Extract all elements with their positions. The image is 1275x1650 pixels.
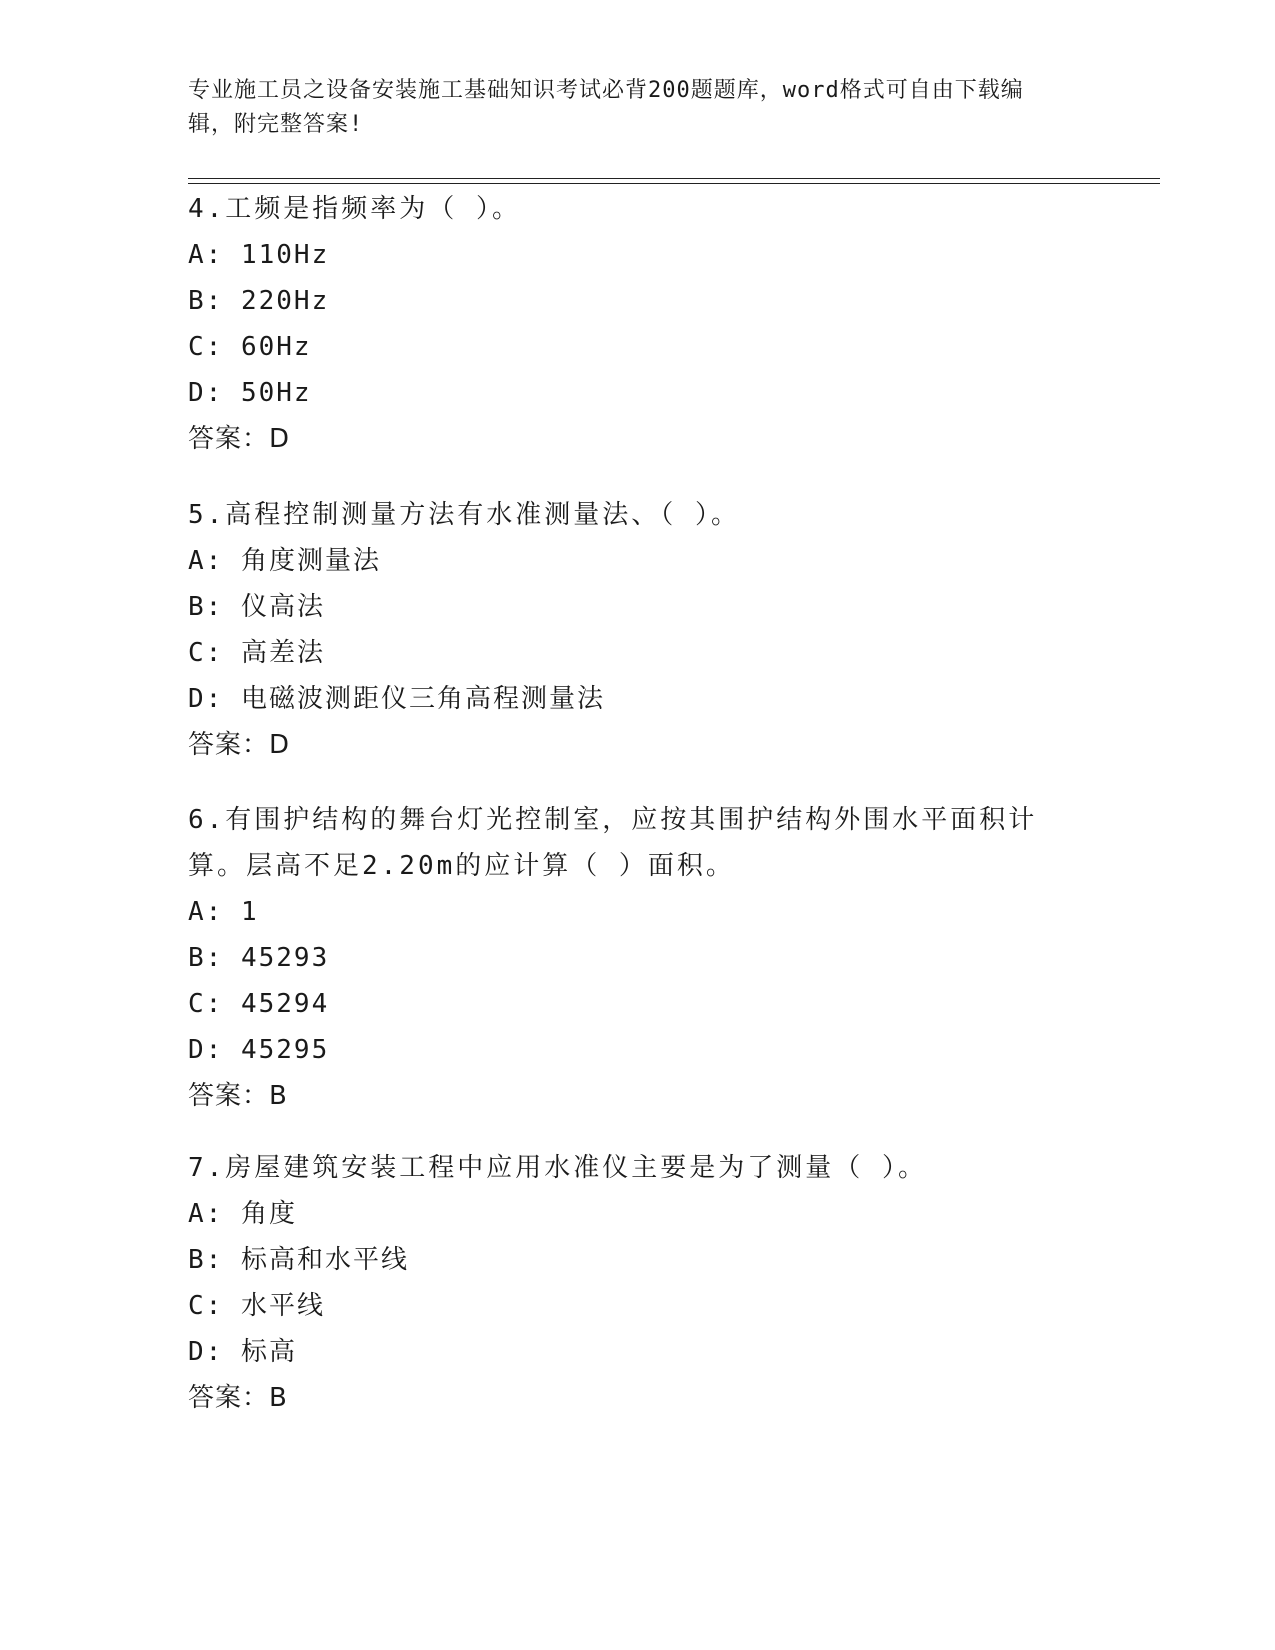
- answer-line: 答案：D: [188, 730, 291, 760]
- option-d: D: 标高: [188, 1337, 297, 1367]
- option-b: B: 220Hz: [188, 286, 330, 316]
- question-4: [188, 186, 1088, 462]
- option-b: B: 标高和水平线: [188, 1245, 409, 1275]
- header-double-rule: [188, 178, 1160, 184]
- option-c: C: 高差法: [188, 638, 325, 668]
- question-6: [188, 797, 1088, 1119]
- option-b: B: 仪高法: [188, 592, 325, 622]
- option-c: C: 45294: [188, 989, 330, 1019]
- question-stem: 7.房屋建筑安装工程中应用水准仪主要是为了测量（ ）。: [188, 1153, 927, 1183]
- option-a: A: 110Hz: [188, 240, 330, 270]
- answer-line: 答案：B: [188, 1081, 288, 1111]
- answer-line: 答案：B: [188, 1383, 288, 1413]
- option-d: D: 电磁波测距仪三角高程测量法: [188, 684, 605, 714]
- question-7: [188, 1145, 1088, 1421]
- option-a: A: 角度: [188, 1199, 297, 1229]
- option-d: D: 45295: [188, 1035, 330, 1065]
- answer-line: 答案：D: [188, 424, 291, 454]
- option-c: C: 60Hz: [188, 332, 312, 362]
- question-5: [188, 492, 1088, 768]
- option-d: D: 50Hz: [188, 378, 312, 408]
- document-header: 专业施工员之设备安装施工基础知识考试必背200题题库，word格式可自由下载编辑，附完整答案!: [188, 78, 1024, 137]
- option-a: A: 1: [188, 897, 259, 927]
- option-a: A: 角度测量法: [188, 546, 381, 576]
- option-c: C: 水平线: [188, 1291, 325, 1321]
- question-stem: 5.高程控制测量方法有水准测量法、（ ）。: [188, 500, 740, 530]
- option-b: B: 45293: [188, 943, 330, 973]
- question-stem: 4.工频是指频率为（ ）。: [188, 194, 521, 224]
- question-stem: 6.有围护结构的舞台灯光控制室，应按其围护结构外围水平面积计算。层高不足2.20m的应计算（ ）面积。: [188, 805, 1038, 881]
